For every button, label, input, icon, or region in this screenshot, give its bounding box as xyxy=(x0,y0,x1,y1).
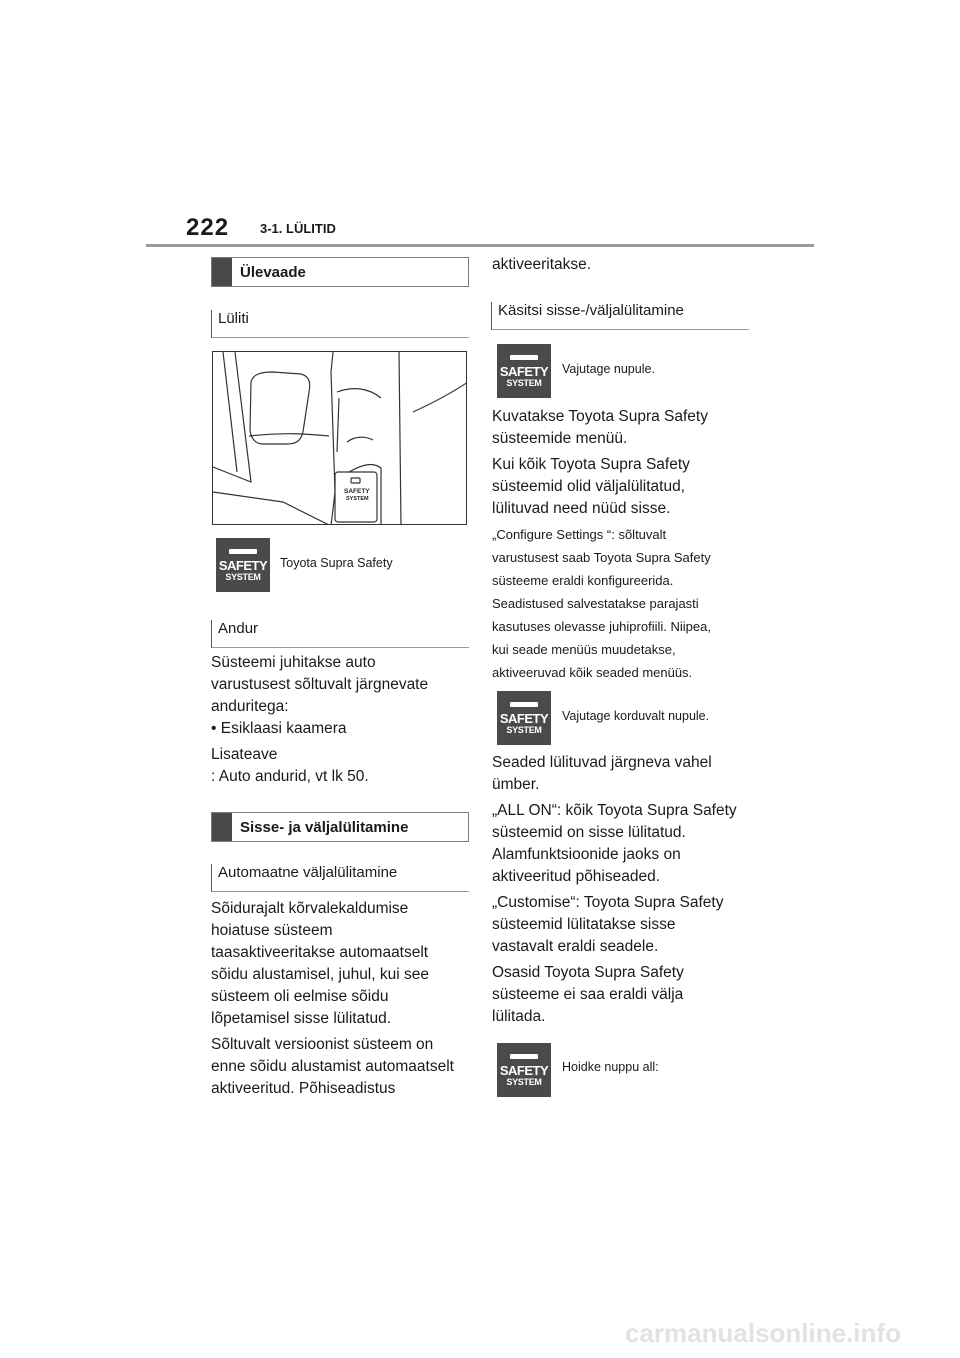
text-line: lülituvad need nüüd sisse. xyxy=(492,500,671,517)
text-line: hoiatuse süsteem xyxy=(211,922,333,939)
button-pill-icon xyxy=(510,355,538,360)
chapter-title: 3-1. LÜLITID xyxy=(260,221,336,236)
text-line: Sõltuvalt versioonist süsteem on xyxy=(211,1036,434,1053)
page-number: 222 xyxy=(186,214,230,241)
text-line: taasaktiveeritakse automaatselt xyxy=(211,944,429,961)
text-line: Sõidurajalt kõrvalekaldumise xyxy=(211,900,409,917)
safety-system-icon xyxy=(216,538,270,592)
switch-label-safety: SAFETY xyxy=(344,488,370,495)
icon-text-safety: SAFETY xyxy=(218,557,268,573)
auto-paragraph-2 xyxy=(211,1034,454,1100)
overview-heading-text: Ülevaade xyxy=(240,263,306,281)
text-line: kui seade menüüs muudetakse, xyxy=(492,642,676,657)
text-line: sõidu alustamisel, juhul, kui see xyxy=(211,966,429,983)
auto-paragraph xyxy=(211,898,429,1030)
text-line: Osasid Toyota Supra Safety xyxy=(492,964,684,981)
text-line: varustusest sõltuvalt järgnevate xyxy=(211,676,429,693)
text-line: anduritega: xyxy=(211,698,289,715)
watermark: carmanualsonline.info xyxy=(625,1318,901,1348)
text-line: kasutuses olevasse juhiprofiili. Niipea, xyxy=(492,619,711,634)
icon-text-safety: SAFETY xyxy=(499,363,549,379)
safety-caption: Toyota Supra Safety xyxy=(280,556,393,570)
manual-subheading: Käsitsi sisse-/väljalülitamine xyxy=(491,302,749,330)
off-paragraph xyxy=(492,454,690,520)
auto-off-subheading: Automaatne väljalülitamine xyxy=(211,864,469,892)
text-line: süsteemide menüü. xyxy=(492,430,628,447)
press-button-caption: Vajutage nupule. xyxy=(562,362,655,376)
text-line: „Customise“: Toyota Supra Safety xyxy=(492,894,724,911)
icon-text-system: SYSTEM xyxy=(506,377,542,388)
switch-label-system: SYSTEM xyxy=(346,496,369,502)
switch-paragraph xyxy=(492,752,712,796)
text-line: aktiveeruvad kõik seaded menüüs. xyxy=(492,665,693,680)
configure-paragraph xyxy=(492,523,711,684)
hold-button-caption: Hoidke nuppu all: xyxy=(562,1060,659,1074)
text-line: aktiveeritud. Põhiseadistus xyxy=(211,1080,396,1097)
text-line: varustusest saab Toyota Supra Safety xyxy=(492,550,711,565)
text-line: süsteeme eraldi konfigureerida. xyxy=(492,573,674,588)
safety-system-icon xyxy=(497,1043,551,1097)
allon-paragraph xyxy=(492,800,737,888)
sensor-paragraph xyxy=(211,652,428,740)
text-line: enne sõidu alustamist automaatselt xyxy=(211,1058,454,1075)
button-pill-icon xyxy=(229,549,257,554)
text-line: lülitada. xyxy=(492,1008,546,1025)
text-line: süsteemid olid väljalülitatud, xyxy=(492,478,685,495)
text-line: „Configure Settings “: sõltuvalt xyxy=(492,527,667,542)
continuation-text: aktiveeritakse. xyxy=(492,256,592,273)
some-paragraph xyxy=(492,962,684,1028)
icon-text-system: SYSTEM xyxy=(506,1076,542,1087)
button-pill-icon xyxy=(510,1054,538,1059)
text-line: süsteeme ei saa eraldi välja xyxy=(492,986,684,1003)
text-line: Alamfunktsioonide jaoks on xyxy=(492,846,681,863)
text-line: Seadistused salvestatakse parajasti xyxy=(492,596,699,611)
heading-bar xyxy=(212,813,232,841)
press-repeat-caption: Vajutage korduvalt nupule. xyxy=(562,709,710,723)
switch-illustration xyxy=(212,351,467,525)
bullet-item: • Esiklaasi kaamera xyxy=(211,720,347,737)
text-line: „ALL ON“: kõik Toyota Supra Safety xyxy=(492,802,737,819)
icon-text-safety: SAFETY xyxy=(499,1062,549,1078)
safety-system-icon xyxy=(497,691,551,745)
text-line: süsteem oli eelmise sõidu xyxy=(211,988,389,1005)
overview-heading xyxy=(211,257,469,287)
onoff-heading-text: Sisse- ja väljalülitamine xyxy=(240,818,409,836)
sensor-subheading: Andur xyxy=(211,620,469,648)
icon-text-system: SYSTEM xyxy=(506,724,542,735)
text-line: lõpetamisel sisse lülitatud. xyxy=(211,1010,392,1027)
text-line: süsteemid on sisse lülitatud. xyxy=(492,824,686,841)
text-line: vastavalt eraldi seadele. xyxy=(492,938,659,955)
text-line: aktiveeritud põhiseaded. xyxy=(492,868,661,885)
icon-text-safety: SAFETY xyxy=(499,710,549,726)
text-line: Lisateave xyxy=(211,746,278,763)
menu-paragraph xyxy=(492,406,708,450)
onoff-heading xyxy=(211,812,469,842)
console-drawing xyxy=(213,352,467,525)
text-line: Kui kõik Toyota Supra Safety xyxy=(492,456,690,473)
more-info xyxy=(211,744,369,788)
text-line: Süsteemi juhitakse auto xyxy=(211,654,376,671)
switch-subheading: Lüliti xyxy=(211,310,469,338)
button-pill-icon xyxy=(510,702,538,707)
customise-paragraph xyxy=(492,892,723,958)
text-line: Seaded lülituvad järgneva vahel xyxy=(492,754,712,771)
text-line: ümber. xyxy=(492,776,540,793)
icon-text-system: SYSTEM xyxy=(225,571,261,582)
safety-system-icon xyxy=(497,344,551,398)
text-line: süsteemid lülitatakse sisse xyxy=(492,916,676,933)
text-line: Kuvatakse Toyota Supra Safety xyxy=(492,408,708,425)
heading-bar xyxy=(212,258,232,286)
page-reference-link[interactable]: : Auto andurid, vt lk 50. xyxy=(211,768,369,785)
header-rule xyxy=(146,244,814,247)
